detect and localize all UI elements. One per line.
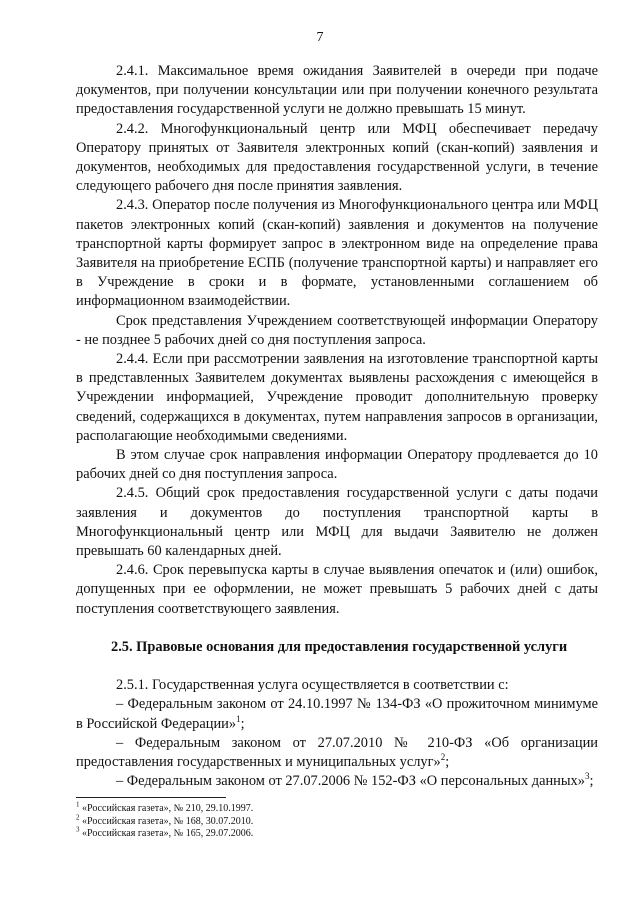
legal-item-tail: ; xyxy=(445,753,450,770)
footnote-divider xyxy=(76,797,226,798)
footnote-number: 2 xyxy=(76,813,80,822)
section-intro: 2.5.1. Государственная услуга осуществляется в соответствии с: xyxy=(116,677,509,694)
footnote-number: 3 xyxy=(76,825,80,834)
footnote-ref: 1 xyxy=(236,713,241,724)
legal-item-tail: ; xyxy=(589,773,594,790)
footnotes xyxy=(76,800,576,841)
footnote-ref: 2 xyxy=(440,752,446,763)
paragraph-2-4-5: 2.4.5. Общий срок предоставления государственной услуги с даты подачи заявления и документов до поступления транспортной карты в Многофункциональный центр или МФЦ для выдачи Заявителю не должен превышать 60 календарных дней. xyxy=(76,485,598,560)
footnote-number: 1 xyxy=(76,800,80,809)
footnote-3 xyxy=(76,825,576,841)
legal-item-2 xyxy=(76,734,598,772)
footnote-2 xyxy=(76,813,576,829)
paragraph-2-4-1: 2.4.1. Максимальное время ожидания Заявителей в очереди при подаче документов, при получении консультации или при получении конечного результата предоставления государственной услуги не должно превышать 15 минут. xyxy=(76,63,598,118)
footnote-1 xyxy=(76,800,576,816)
legal-item-text: – Федеральным законом от 24.10.1997 № 134-ФЗ «О прожиточном минимуме в Российской Федерации» xyxy=(76,696,598,732)
legal-item-tail: ; xyxy=(240,715,245,732)
footnote-ref: 3 xyxy=(584,771,590,782)
footnote-text: «Российская газета», № 168, 30.07.2010. xyxy=(79,815,254,827)
section-heading: 2.5. Правовые основания для предоставления государственной услуги xyxy=(111,638,568,655)
legal-item-1 xyxy=(76,695,598,733)
paragraph-2-4-3: 2.4.3. Оператор после получения из Многофункционального центра или МФЦ пакетов электронных копий (скан-копий) заявления и документов на получение транспортной карты формирует запрос в электронном виде на определение права Заявителя на приобретение ЕСПБ (получение транспортной карты) и направляет его в Учреждение в сроки и в формате, установленными соглашением об информационном взаимодействии. xyxy=(76,197,598,310)
legal-item-text: – Федеральным законом от 27.07.2006 № 152-ФЗ «О персональных данных» xyxy=(116,773,585,790)
page-number: 7 xyxy=(316,30,324,45)
paragraph-2-4-4: 2.4.4. Если при рассмотрении заявления на изготовление транспортной карты в представленных Заявителем документах выявлены расхождения с имеющейся в Учреждении информацией, Учреждение проводит дополнительную проверку сведений, содержащихся в документах, путем направления запросов в организации, располагающие необходимыми сведениями. xyxy=(76,351,598,444)
paragraph-2-4-2: 2.4.2. Многофункциональный центр или МФЦ обеспечивает передачу Оператору принятых от Заявителя электронных копий (скан-копий) заявления и документов, необходимых для предоставления государственной услуги, в течение следующего рабочего дня после принятия заявления. xyxy=(76,120,598,195)
document-body xyxy=(76,62,598,791)
paragraph-2-4-6: 2.4.6. Срок перевыпуска карты в случае выявления опечаток и (или) ошибок, допущенных при ее оформлении, не может превышать 5 рабочих дней с даты поступления соответствующего заявления. xyxy=(76,562,598,617)
legal-item-text: – Федеральным законом от 27.07.2010 № 210-ФЗ «Об организации предоставления государственных и муниципальных услуг» xyxy=(76,734,598,770)
footnote-text: «Российская газета», № 165, 29.07.2006. xyxy=(79,828,254,839)
footnote-text: «Российская газета», № 210, 29.10.1997. xyxy=(79,803,254,814)
legal-item-3 xyxy=(76,772,598,791)
paragraph-2-4-4-extension: В этом случае срок направления информации Оператору продлевается до 10 рабочих дней со дня поступления запроса. xyxy=(76,447,598,483)
paragraph-2-4-3-term: Срок представления Учреждением соответствующей информации Оператору - не позднее 5 рабочих дней со дня поступления запроса. xyxy=(76,312,598,348)
